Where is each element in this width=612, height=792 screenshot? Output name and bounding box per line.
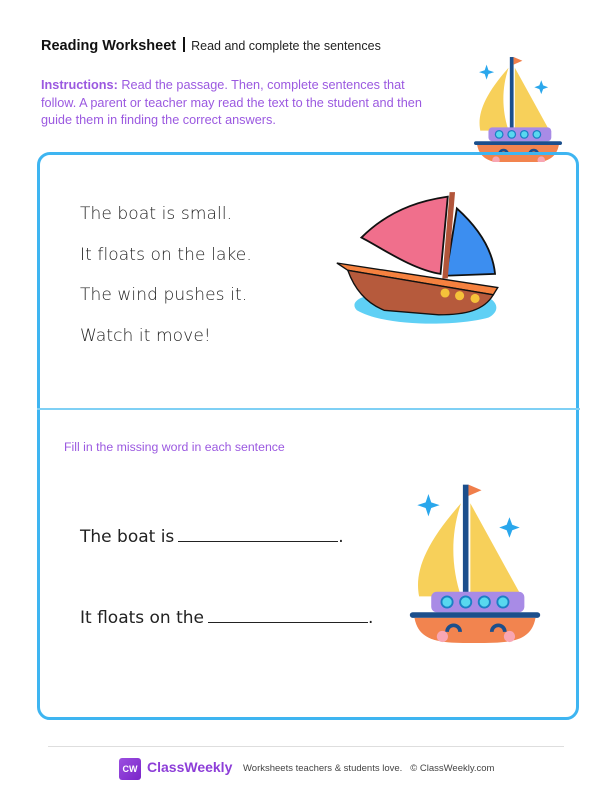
section-divider (37, 408, 580, 410)
passage-line: The wind pushes it. (80, 285, 248, 305)
footer-tagline: Worksheets teachers & students love. (243, 763, 403, 774)
footer-text (243, 763, 494, 774)
footer-copyright: © ClassWeekly.com (410, 763, 495, 774)
worksheet-title: Reading Worksheet (41, 38, 177, 54)
footer-divider (48, 746, 564, 747)
title-separator (183, 37, 185, 52)
passage-line: The boat is small. (80, 204, 233, 224)
cute-sailboat-icon (405, 480, 545, 643)
answer-blank-2[interactable] (208, 608, 368, 623)
question-1: The boat is . (80, 527, 344, 547)
passage-line: It floats on the lake. (80, 244, 252, 265)
worksheet-subtitle: Read and complete the sentences (191, 39, 381, 53)
brand-name: ClassWeekly (147, 759, 233, 775)
question-text: It floats on the (80, 608, 205, 628)
cute-sailboat-icon (470, 52, 566, 162)
instructions-text: Read the passage. Then, complete sentences that follow. A parent or teacher may read the text to the student and then guide them in finding the correct answers. (41, 78, 422, 127)
page-header (41, 37, 381, 54)
answer-blank-1[interactable] (178, 527, 338, 542)
red-blue-sailboat-icon (328, 183, 513, 333)
passage-line: Watch it move! (80, 325, 211, 346)
exercise-prompt: Fill in the missing word in each sentence (64, 440, 285, 454)
instructions-label: Instructions: (41, 78, 118, 92)
question-2: It floats on the . (80, 608, 374, 628)
instructions (41, 77, 441, 130)
reading-passage (80, 204, 252, 366)
classweekly-logo-icon: CW (119, 758, 141, 780)
question-text: The boat is (80, 527, 175, 547)
